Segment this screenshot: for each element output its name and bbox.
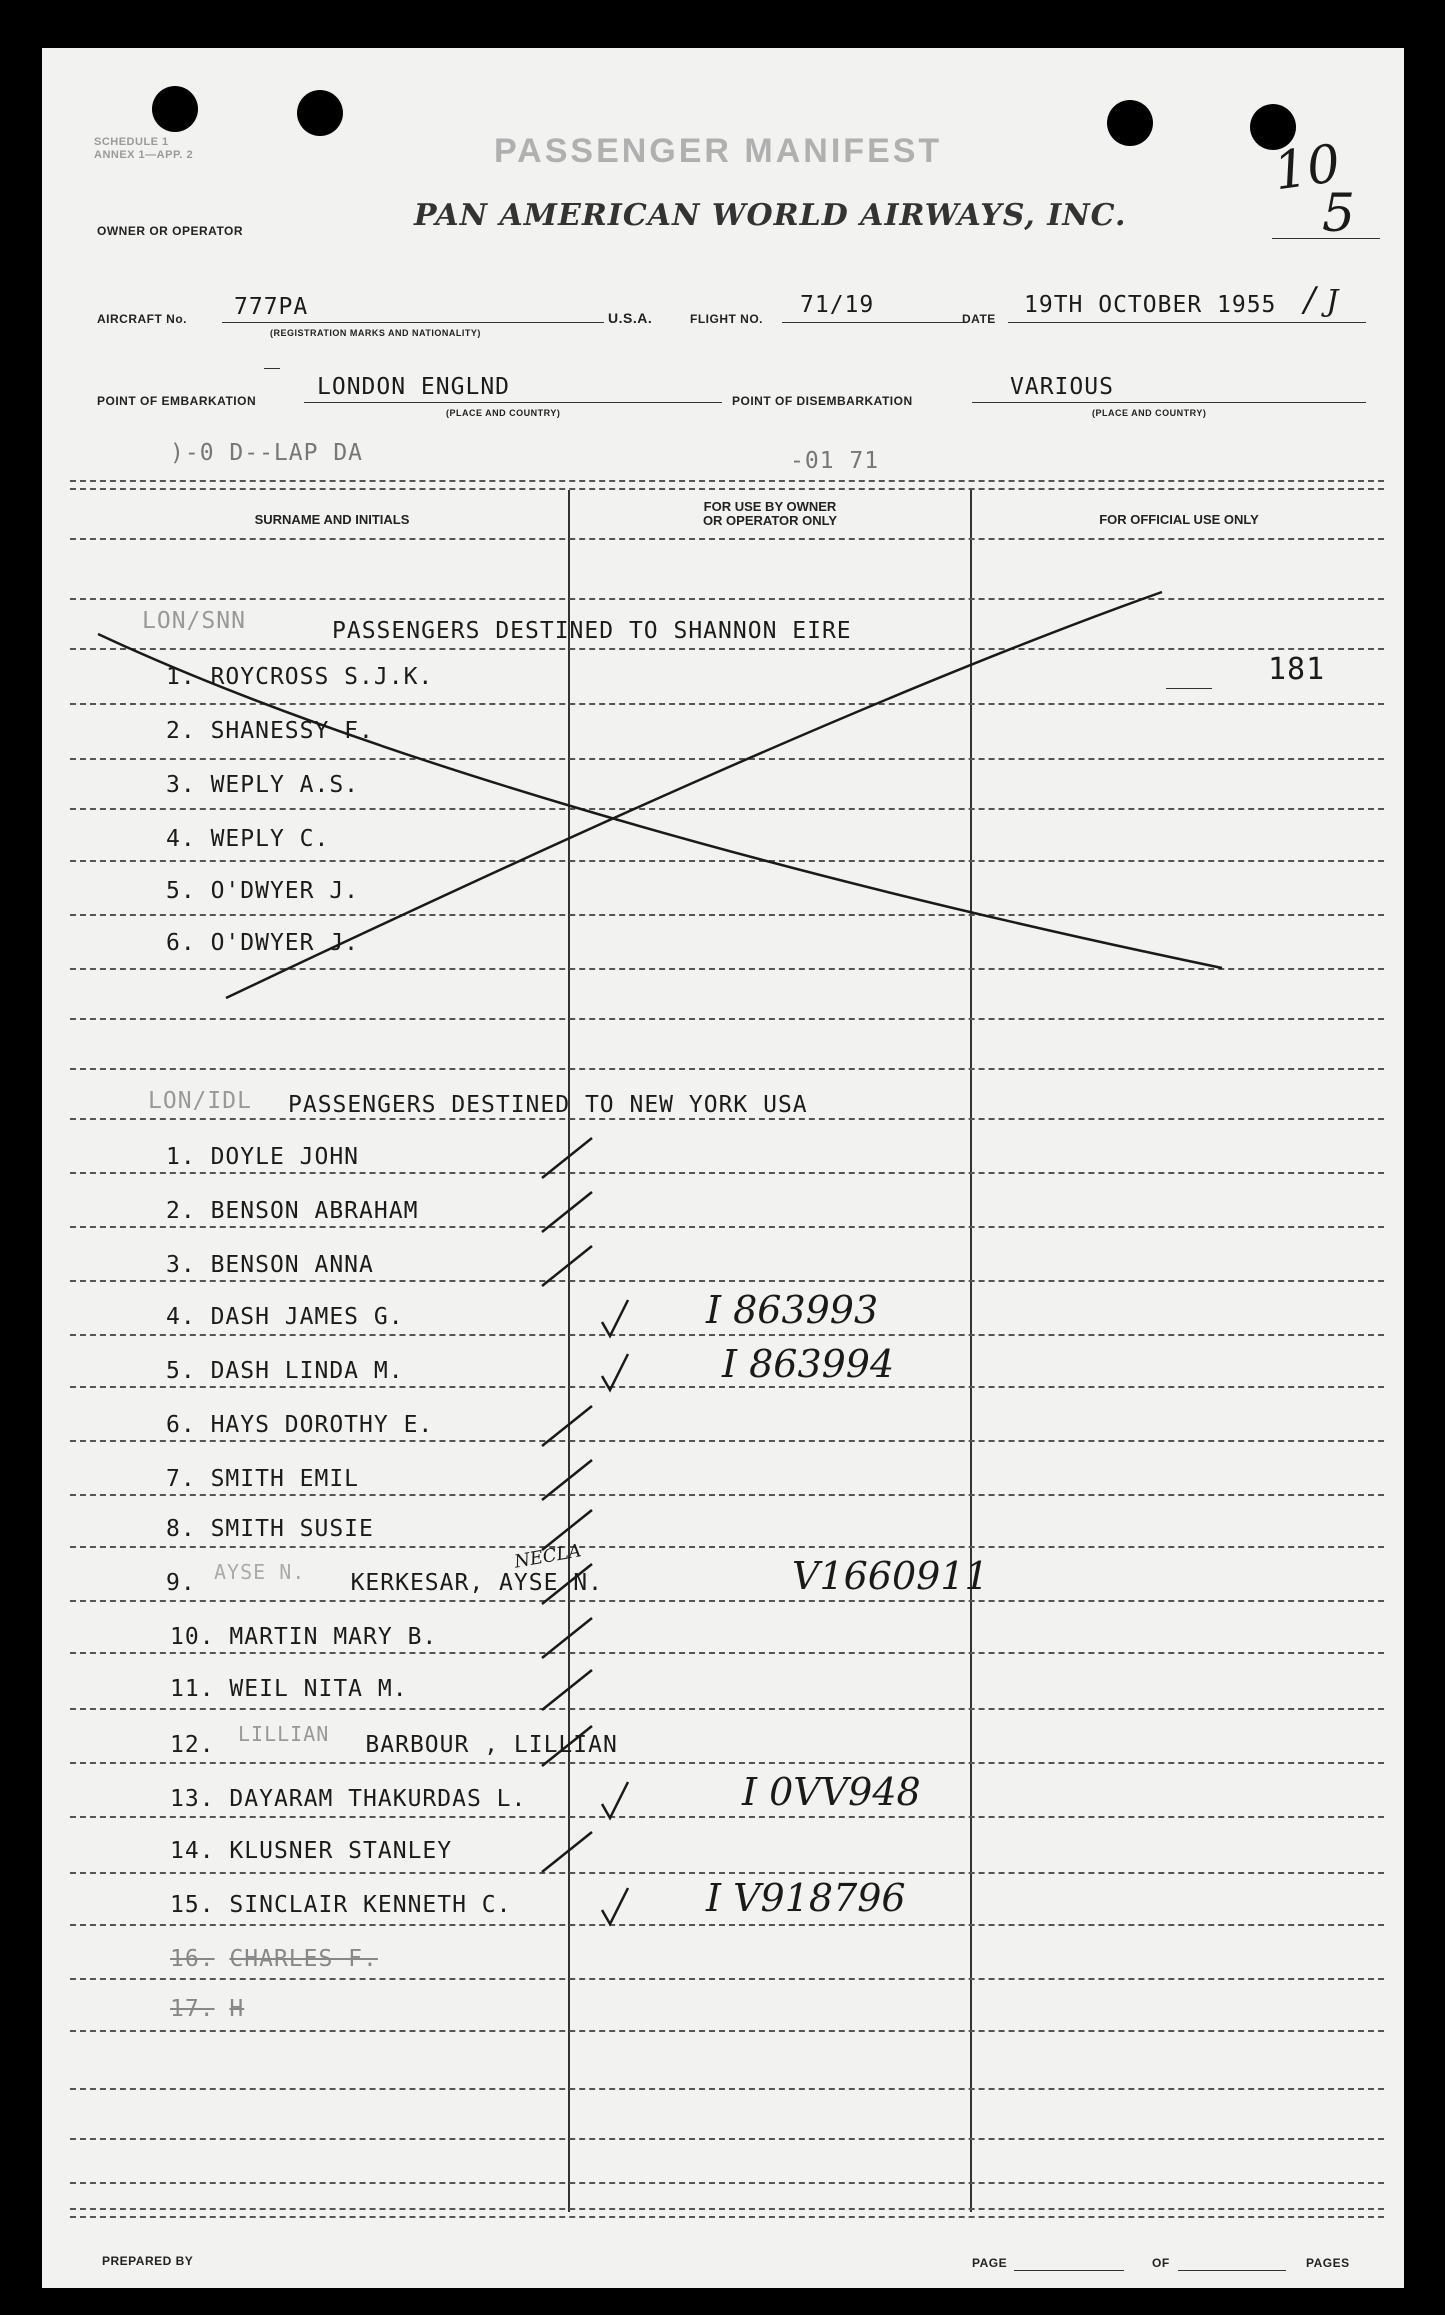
passenger-name: SMITH SUSIE <box>210 1516 374 1542</box>
page-label: PAGE <box>972 2256 1008 2270</box>
of-label: OF <box>1152 2256 1170 2270</box>
passenger-name: SHANESSY F. <box>210 718 374 744</box>
row-number: 3. <box>166 1252 196 1278</box>
row-number: 5. <box>166 878 196 904</box>
passenger-name: BENSON ANNA <box>210 1252 374 1278</box>
row-number: 2. <box>166 718 196 744</box>
date-label: DATE <box>962 312 996 326</box>
passenger-name: DAYARAM THAKURDAS L. <box>229 1786 527 1812</box>
passport-note: I V918796 <box>706 1876 906 1920</box>
row-number: 9. <box>166 1570 196 1596</box>
of-underline <box>1178 2270 1286 2271</box>
owner-label: OWNER OR OPERATOR <box>97 224 244 238</box>
table-bottom-rule <box>70 2208 1384 2210</box>
row-number: 1. <box>166 1144 196 1170</box>
section-heading-newyork: PASSENGERS DESTINED TO NEW YORK USA <box>288 1092 808 1118</box>
row-number: 12. <box>170 1732 215 1758</box>
aircraft-label: AIRCRAFT No. <box>97 312 187 326</box>
struck-code-left: )-0 D--LAP DA <box>170 440 364 466</box>
usa-label: U.S.A. <box>608 310 653 326</box>
manifest-sheet <box>42 48 1404 2288</box>
struck-name-9: AYSE N. <box>214 1560 306 1584</box>
row-number: 16. <box>170 1946 215 1972</box>
check-mark <box>542 1670 592 1710</box>
passenger-name: ROYCROSS S.J.K. <box>210 664 434 690</box>
check-marks <box>42 48 1404 2288</box>
passenger-name: CHARLES F. <box>229 1946 378 1972</box>
embark-label: POINT OF EMBARKATION <box>97 394 257 408</box>
check-mark <box>542 1618 592 1658</box>
check-mark <box>542 1138 592 1178</box>
row-number: 13. <box>170 1786 215 1812</box>
row-number: 6. <box>166 930 196 956</box>
row-number: 1. <box>166 664 196 690</box>
passenger-name: DASH LINDA M. <box>210 1358 404 1384</box>
prepared-by-label: PREPARED BY <box>102 2254 194 2268</box>
date-value: 19TH OCTOBER 1955 <box>1024 292 1277 318</box>
flight-value: 71/19 <box>800 292 875 318</box>
page-title: PASSENGER MANIFEST <box>494 132 943 170</box>
row-number: 4. <box>166 826 196 852</box>
row-number: 4. <box>166 1304 196 1330</box>
form-note: SCHEDULE 1 ANNEX 1—APP. 2 <box>94 136 194 161</box>
column-header-surname: SURNAME AND INITIALS <box>254 512 410 527</box>
passenger-name: BENSON ABRAHAM <box>210 1198 419 1224</box>
passenger-name: H <box>229 1996 245 2022</box>
column-header-owner: FOR USE BY OWNER OR OPERATOR ONLY <box>702 499 838 528</box>
passport-note: I 0VV948 <box>742 1770 921 1814</box>
check-mark <box>542 1510 592 1550</box>
official-note: 181 <box>1268 652 1326 687</box>
row-number: 17. <box>170 1996 215 2022</box>
row-number: 2. <box>166 1198 196 1224</box>
passenger-name: O'DWYER J. <box>210 930 360 956</box>
check-mark <box>542 1406 592 1446</box>
disembark-label: POINT OF DISEMBARKATION <box>732 394 913 408</box>
column-header-official: FOR OFFICIAL USE ONLY <box>1099 512 1259 527</box>
passenger-name: DASH JAMES G. <box>210 1304 404 1330</box>
passport-note: I 863994 <box>722 1342 895 1386</box>
row-number: 3. <box>166 772 196 798</box>
aircraft-value: 777PA <box>234 294 309 320</box>
passenger-name: HAYS DOROTHY E. <box>210 1412 434 1438</box>
row-number: 5. <box>166 1358 196 1384</box>
place-note-left: (PLACE AND COUNTRY) <box>446 408 561 418</box>
check-mark <box>542 1564 592 1604</box>
flight-label: FLIGHT NO. <box>690 312 763 326</box>
place-note-right: (PLACE AND COUNTRY) <box>1092 408 1207 418</box>
check-mark <box>602 1354 628 1390</box>
passenger-name: O'DWYER J. <box>210 878 360 904</box>
row-number: 15. <box>170 1892 215 1918</box>
passenger-name: SMITH EMIL <box>210 1466 360 1492</box>
handwritten-above-9: NECLA <box>512 1540 583 1573</box>
passenger-name: WEPLY A.S. <box>210 772 360 798</box>
struck-name-12: LILLIAN <box>238 1722 330 1746</box>
section-heading-shannon: PASSENGERS DESTINED TO SHANNON EIRE <box>332 618 852 644</box>
disembark-value: VARIOUS <box>1010 374 1114 400</box>
passenger-name: DOYLE JOHN <box>210 1144 360 1170</box>
passport-note: I 863993 <box>706 1288 879 1332</box>
check-mark <box>542 1726 592 1766</box>
check-mark <box>542 1192 592 1232</box>
check-mark <box>542 1460 592 1500</box>
table-bottom-rule-2 <box>70 2216 1384 2218</box>
row-number: 6. <box>166 1412 196 1438</box>
check-mark <box>542 1832 592 1872</box>
row-number: 8. <box>166 1516 196 1542</box>
corner-mark-top: 10 <box>1270 133 1345 203</box>
company-name: PAN AMERICAN WORLD AIRWAYS, INC. <box>414 198 1127 233</box>
row-number: 10. <box>170 1624 215 1650</box>
passenger-name: BARBOUR , LILLIAN <box>365 1732 618 1758</box>
row-number: 14. <box>170 1838 215 1864</box>
passenger-name: WEPLY C. <box>210 826 330 852</box>
row-number: 7. <box>166 1466 196 1492</box>
check-mark <box>542 1246 592 1286</box>
date-handwritten-mark: / J <box>1304 280 1339 320</box>
passenger-name: SINCLAIR KENNETH C. <box>229 1892 512 1918</box>
corner-mark-bottom: 5 <box>1322 184 1356 244</box>
struck-route-code: LON/SNN <box>142 608 246 634</box>
struck-route-code: LON/IDL <box>148 1088 252 1114</box>
check-mark <box>602 1300 628 1336</box>
passenger-name: WEIL NITA M. <box>229 1676 408 1702</box>
row-number: 11. <box>170 1676 215 1702</box>
passenger-name: MARTIN MARY B. <box>229 1624 438 1650</box>
registration-note: (REGISTRATION MARKS AND NATIONALITY) <box>270 328 481 338</box>
pages-label: PAGES <box>1306 2256 1350 2270</box>
embark-value: LONDON ENGLND <box>317 374 511 400</box>
passenger-name: KERKESAR, AYSE N. <box>350 1570 603 1596</box>
check-mark <box>602 1782 628 1818</box>
passenger-name: KLUSNER STANLEY <box>229 1838 453 1864</box>
check-mark <box>602 1888 628 1924</box>
passport-note: V1660911 <box>792 1554 989 1598</box>
page-underline <box>1014 2270 1124 2271</box>
struck-code-right: -01 71 <box>790 448 880 474</box>
